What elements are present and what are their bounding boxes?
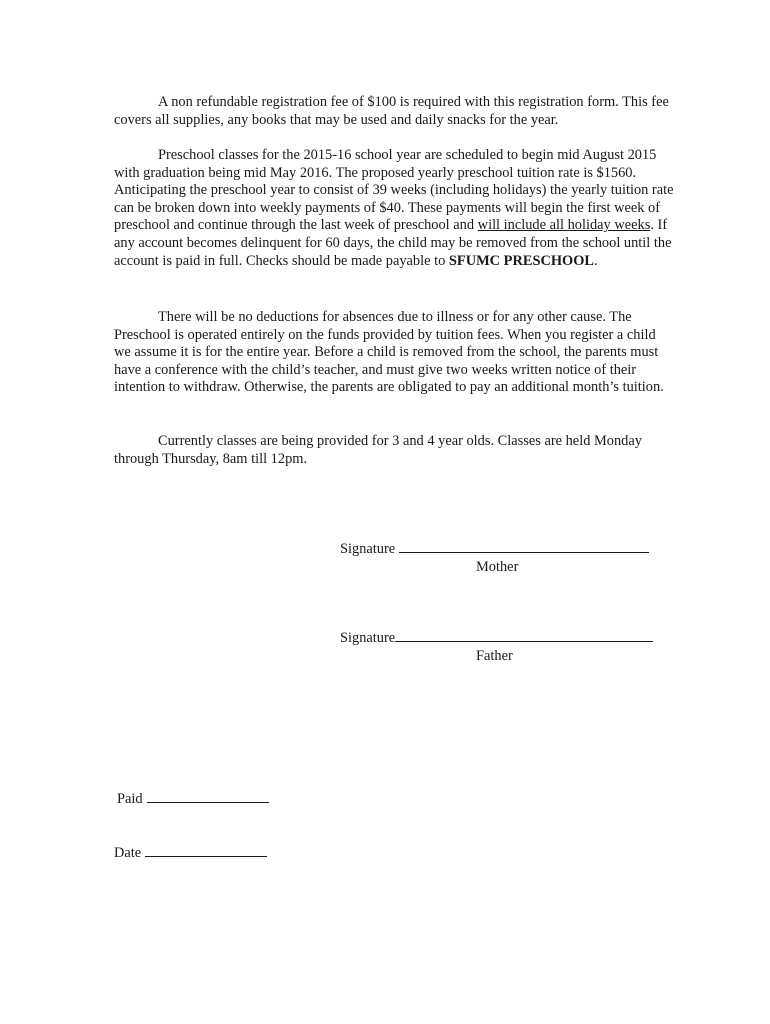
mother-signature-label: Signature (340, 541, 396, 557)
tuition-paragraph (114, 147, 674, 270)
date-label: Date (114, 845, 142, 861)
mother-signature-field[interactable] (399, 540, 649, 553)
indent (114, 433, 158, 449)
tuition-text-end: . (594, 252, 598, 269)
mother-signature-line (340, 540, 649, 558)
holiday-weeks-underlined: will include all holiday weeks (477, 217, 651, 234)
tuition-text-part2: . If any account becomes delinquent for 60 days, the child may be removed from the school until the account is paid in full. Checks should be made payable to (114, 217, 672, 269)
indent (114, 147, 158, 163)
paid-line (117, 790, 269, 808)
date-field[interactable] (145, 844, 267, 857)
registration-fee-paragraph (114, 94, 674, 129)
class-schedule-text: Currently classes are being provided for 3 and 4 year olds. Classes are held Monday through Thursday, 8am till 12pm. (114, 433, 642, 467)
father-signature-line (340, 629, 653, 647)
father-signature-field[interactable] (395, 629, 653, 642)
class-schedule-paragraph (114, 433, 674, 468)
indent (114, 309, 158, 325)
father-signature-label: Signature (340, 630, 396, 646)
registration-fee-text: A non refundable registration fee of $100 is required with this registration form. This fee covers all supplies, any books that may be used and daily snacks for the year. (114, 94, 669, 128)
tuition-text-part1: Preschool classes for the 2015-16 school year are scheduled to begin mid August 2015 with graduation being mid May 2016. The proposed yearly preschool tuition rate is $1560. Anticipating the preschool year to consist of 39 weeks (including holidays) the yearly tuition rate can be broken down into weekly payments of $40. These payments will begin the first week of preschool and continue through the last week of preschool and (114, 147, 674, 234)
indent (114, 94, 158, 110)
paid-label: Paid (117, 791, 143, 807)
paid-field[interactable] (147, 790, 269, 803)
absences-text: There will be no deductions for absences due to illness or for any other cause. The Preschool is operated entirely on the funds provided by tuition fees. When you register a child we assume it is for the entire year. Before a child is removed from the school, the parents must have a conference with the child’s teacher, and must give two weeks written notice of their intention to withdraw. Otherwise, the parents are obligated to pay an additional month’s tuition. (114, 309, 664, 396)
father-caption: Father (476, 648, 513, 664)
date-line (114, 844, 267, 862)
payee-name: SFUMC PRESCHOOL (448, 252, 595, 269)
absences-paragraph (114, 309, 674, 397)
mother-caption: Mother (476, 559, 519, 575)
